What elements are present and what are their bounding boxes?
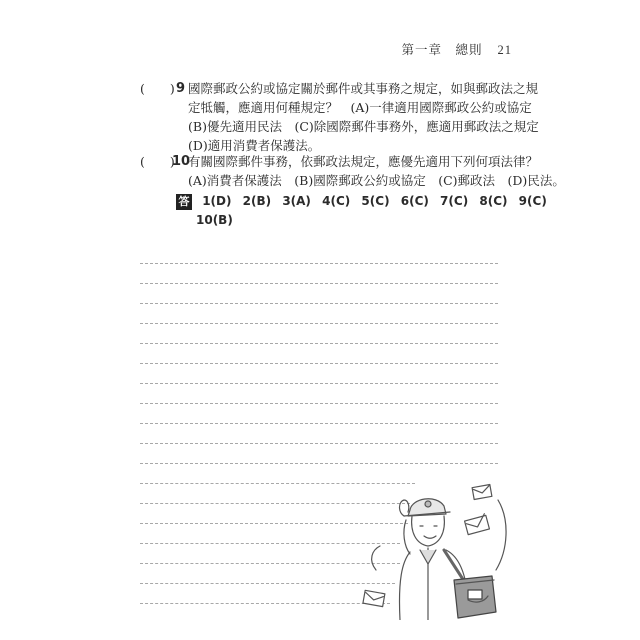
- envelope-icon: [465, 514, 490, 535]
- note-line: [140, 463, 498, 464]
- answer-blank[interactable]: ( ): [140, 81, 175, 96]
- note-line: [140, 363, 498, 364]
- answer-item: 3(A): [282, 194, 311, 208]
- question-line: 定牴觸，應適用何種規定？ (A)一律適用國際郵政公約或協定: [188, 100, 532, 115]
- note-line: [140, 603, 390, 604]
- question-number: 9: [176, 81, 186, 96]
- answer-item: 5(C): [361, 194, 390, 208]
- question-line: (A)消費者保護法 (B)國際郵政公約或協定 (C)郵政法 (D)民法。: [188, 173, 565, 188]
- envelope-icon: [363, 590, 385, 606]
- question-line: 有關國際郵件事務，依郵政法規定，應優先適用下列何項法律？: [188, 154, 539, 169]
- answer-item: 2(B): [242, 194, 272, 208]
- note-line: [140, 303, 498, 304]
- answer-item: 8(C): [479, 194, 508, 208]
- question-line: (D)適用消費者保護法。: [188, 138, 321, 153]
- question-number: 10: [172, 154, 191, 169]
- answer-key: [176, 192, 554, 230]
- chapter-title: 第一章 總則: [401, 42, 483, 57]
- question-line: 國際郵政公約或協定關於郵件或其事務之規定，如與郵政法之規: [188, 81, 539, 96]
- mail-carrier-illustration: [358, 480, 518, 620]
- answer-item: 9(C): [518, 194, 547, 208]
- question-text: [188, 79, 548, 155]
- note-line: [140, 383, 498, 384]
- question-text: [188, 152, 565, 190]
- question-10: [140, 152, 565, 192]
- answer-blank[interactable]: ( ): [140, 154, 175, 169]
- answer-item: 1(D): [202, 194, 232, 208]
- note-line: [140, 403, 498, 404]
- envelope-icon: [472, 485, 492, 500]
- answer-item: 7(C): [440, 194, 469, 208]
- note-line: [140, 323, 498, 324]
- answer-item: 4(C): [322, 194, 351, 208]
- note-line: [140, 283, 498, 284]
- question-9: [140, 79, 539, 159]
- note-line: [140, 423, 498, 424]
- running-header: [402, 40, 513, 58]
- page-number: 21: [497, 43, 512, 57]
- answer-item: 6(C): [400, 194, 429, 208]
- question-line: (B)優先適用民法 (C)除國際郵件事務外，應適用郵政法之規定: [188, 119, 539, 134]
- note-line: [140, 263, 498, 264]
- answer-badge: 答: [176, 194, 192, 210]
- answer-item: 10(B): [196, 213, 233, 227]
- note-line: [140, 343, 498, 344]
- note-line: [140, 583, 395, 584]
- note-line: [140, 443, 498, 444]
